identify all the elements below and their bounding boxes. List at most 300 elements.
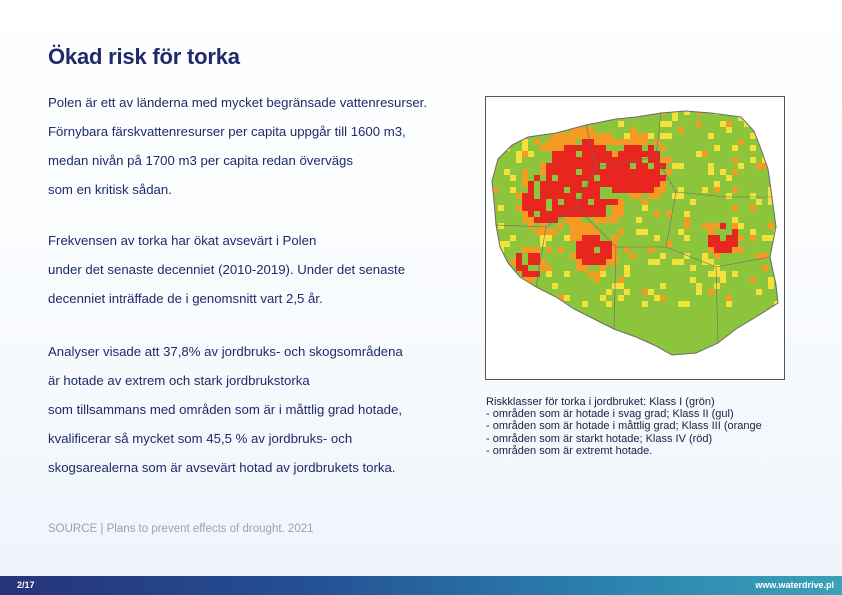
class-iv-cell bbox=[600, 199, 606, 205]
class-ii-cell bbox=[648, 289, 654, 295]
class-ii-cell bbox=[726, 193, 732, 199]
class-iv-cell bbox=[534, 175, 540, 181]
class-iv-cell bbox=[534, 253, 540, 259]
class-iv-cell bbox=[576, 187, 582, 193]
class-iv-cell bbox=[552, 199, 558, 205]
class-iv-cell bbox=[582, 163, 588, 169]
class-ii-cell bbox=[732, 271, 738, 277]
class-iii-cell bbox=[594, 277, 600, 283]
class-ii-cell bbox=[684, 301, 690, 307]
class-iv-cell bbox=[612, 199, 618, 205]
class-iii-cell bbox=[588, 271, 594, 277]
class-iv-cell bbox=[558, 205, 564, 211]
class-ii-cell bbox=[486, 163, 492, 169]
class-iii-cell bbox=[702, 151, 708, 157]
class-ii-cell bbox=[756, 289, 762, 295]
class-iii-cell bbox=[534, 139, 540, 145]
class-ii-cell bbox=[546, 301, 552, 307]
class-iv-cell bbox=[594, 169, 600, 175]
class-iv-cell bbox=[732, 235, 738, 241]
class-ii-cell bbox=[600, 271, 606, 277]
class-iii-cell bbox=[612, 103, 618, 109]
class-ii-cell bbox=[624, 265, 630, 271]
class-ii-cell bbox=[624, 271, 630, 277]
class-iii-cell bbox=[702, 223, 708, 229]
class-iii-cell bbox=[522, 211, 528, 217]
text-line: medan nivån på 1700 m3 per capita redan övervägs bbox=[48, 153, 353, 168]
class-iii-cell bbox=[732, 169, 738, 175]
class-iv-cell bbox=[516, 265, 522, 271]
class-ii-cell bbox=[720, 121, 726, 127]
class-iv-cell bbox=[564, 169, 570, 175]
class-iii-cell bbox=[630, 253, 636, 259]
class-iv-cell bbox=[576, 199, 582, 205]
class-ii-cell bbox=[678, 163, 684, 169]
class-iv-cell bbox=[552, 193, 558, 199]
class-iv-cell bbox=[582, 205, 588, 211]
class-iv-cell bbox=[522, 271, 528, 277]
class-iii-cell bbox=[522, 247, 528, 253]
class-ii-cell bbox=[606, 301, 612, 307]
class-iv-cell bbox=[588, 211, 594, 217]
class-iv-cell bbox=[564, 193, 570, 199]
class-iv-cell bbox=[606, 175, 612, 181]
class-iv-cell bbox=[582, 187, 588, 193]
class-iv-cell bbox=[546, 187, 552, 193]
class-ii-cell bbox=[708, 163, 714, 169]
class-iii-cell bbox=[570, 223, 576, 229]
class-iii-cell bbox=[486, 145, 492, 151]
class-iii-cell bbox=[540, 169, 546, 175]
class-iv-cell bbox=[588, 181, 594, 187]
text-line: kvalificerar så mycket som 45,5 % av jordbruks- och bbox=[48, 431, 353, 446]
class-ii-cell bbox=[732, 145, 738, 151]
class-iii-cell bbox=[708, 289, 714, 295]
class-iv-cell bbox=[618, 187, 624, 193]
website-link[interactable]: www.waterdrive.pl bbox=[755, 580, 834, 590]
class-iv-cell bbox=[636, 145, 642, 151]
text-line: Förnybara färskvattenresurser per capita uppgår till 1600 m3, bbox=[48, 124, 406, 139]
class-iii-cell bbox=[612, 205, 618, 211]
class-iv-cell bbox=[606, 253, 612, 259]
class-iv-cell bbox=[606, 247, 612, 253]
class-iii-cell bbox=[540, 259, 546, 265]
class-ii-cell bbox=[774, 109, 780, 115]
class-iv-cell bbox=[570, 199, 576, 205]
class-iv-cell bbox=[594, 181, 600, 187]
class-iv-cell bbox=[594, 199, 600, 205]
class-iv-cell bbox=[570, 169, 576, 175]
class-iii-cell bbox=[588, 229, 594, 235]
frequency-paragraph bbox=[48, 226, 468, 313]
class-iv-cell bbox=[546, 163, 552, 169]
class-ii-cell bbox=[648, 133, 654, 139]
class-iii-cell bbox=[714, 223, 720, 229]
class-iii-cell bbox=[576, 259, 582, 265]
class-ii-cell bbox=[576, 109, 582, 115]
class-iii-cell bbox=[648, 193, 654, 199]
class-iii-cell bbox=[492, 235, 498, 241]
class-iv-cell bbox=[618, 151, 624, 157]
class-ii-cell bbox=[618, 121, 624, 127]
class-iii-cell bbox=[642, 289, 648, 295]
class-ii-cell bbox=[750, 157, 756, 163]
class-ii-cell bbox=[696, 283, 702, 289]
class-ii-cell bbox=[768, 277, 774, 283]
class-ii-cell bbox=[672, 163, 678, 169]
class-iii-cell bbox=[600, 133, 606, 139]
class-iv-cell bbox=[558, 157, 564, 163]
class-iv-cell bbox=[522, 265, 528, 271]
class-iii-cell bbox=[756, 253, 762, 259]
class-iv-cell bbox=[576, 157, 582, 163]
class-iv-cell bbox=[570, 157, 576, 163]
class-ii-cell bbox=[492, 115, 498, 121]
class-iv-cell bbox=[582, 193, 588, 199]
class-ii-cell bbox=[714, 283, 720, 289]
class-iii-cell bbox=[624, 247, 630, 253]
class-iii-cell bbox=[618, 139, 624, 145]
class-iii-cell bbox=[732, 247, 738, 253]
class-iv-cell bbox=[606, 157, 612, 163]
class-iii-cell bbox=[630, 193, 636, 199]
class-iv-cell bbox=[600, 211, 606, 217]
class-iii-cell bbox=[636, 133, 642, 139]
class-iii-cell bbox=[630, 139, 636, 145]
class-iii-cell bbox=[612, 211, 618, 217]
class-iii-cell bbox=[714, 187, 720, 193]
class-iv-cell bbox=[528, 211, 534, 217]
class-iii-cell bbox=[486, 109, 492, 115]
class-iii-cell bbox=[570, 217, 576, 223]
class-iii-cell bbox=[540, 145, 546, 151]
class-iii-cell bbox=[570, 133, 576, 139]
class-iii-cell bbox=[612, 235, 618, 241]
class-iv-cell bbox=[594, 259, 600, 265]
class-iv-cell bbox=[636, 181, 642, 187]
caption-line: - områden som är hotade i svag grad; Klass II (gul) bbox=[486, 408, 734, 421]
class-ii-cell bbox=[612, 109, 618, 115]
class-iii-cell bbox=[642, 139, 648, 145]
class-iv-cell bbox=[552, 205, 558, 211]
class-ii-cell bbox=[510, 175, 516, 181]
class-iii-cell bbox=[546, 229, 552, 235]
class-iv-cell bbox=[714, 247, 720, 253]
class-iii-cell bbox=[558, 139, 564, 145]
class-ii-cell bbox=[696, 151, 702, 157]
class-iv-cell bbox=[642, 181, 648, 187]
class-ii-cell bbox=[660, 121, 666, 127]
class-ii-cell bbox=[720, 271, 726, 277]
class-iv-cell bbox=[654, 163, 660, 169]
class-ii-cell bbox=[750, 145, 756, 151]
class-iii-cell bbox=[540, 223, 546, 229]
class-iii-cell bbox=[534, 247, 540, 253]
class-iv-cell bbox=[594, 205, 600, 211]
text-line: som tillsammans med områden som är i måttlig grad hotade, bbox=[48, 402, 403, 417]
class-ii-cell bbox=[738, 97, 744, 103]
class-iv-cell bbox=[588, 175, 594, 181]
class-ii-cell bbox=[726, 103, 732, 109]
class-iii-cell bbox=[552, 145, 558, 151]
class-iv-cell bbox=[540, 199, 546, 205]
class-iv-cell bbox=[594, 241, 600, 247]
class-ii-cell bbox=[660, 283, 666, 289]
class-iv-cell bbox=[660, 175, 666, 181]
class-ii-cell bbox=[540, 235, 546, 241]
intro-paragraph bbox=[48, 88, 468, 204]
class-iv-cell bbox=[642, 169, 648, 175]
class-ii-cell bbox=[564, 295, 570, 301]
class-iii-cell bbox=[666, 211, 672, 217]
class-iv-cell bbox=[612, 157, 618, 163]
class-iii-cell bbox=[612, 217, 618, 223]
class-ii-cell bbox=[756, 199, 762, 205]
class-iv-cell bbox=[546, 211, 552, 217]
class-iii-cell bbox=[558, 223, 564, 229]
class-iii-cell bbox=[750, 205, 756, 211]
class-ii-cell bbox=[714, 145, 720, 151]
class-iv-cell bbox=[720, 223, 726, 229]
class-ii-cell bbox=[510, 109, 516, 115]
class-iii-cell bbox=[612, 259, 618, 265]
class-iv-cell bbox=[612, 175, 618, 181]
class-ii-cell bbox=[738, 115, 744, 121]
class-ii-cell bbox=[606, 289, 612, 295]
class-ii-cell bbox=[660, 133, 666, 139]
class-ii-cell bbox=[498, 205, 504, 211]
class-iii-cell bbox=[564, 133, 570, 139]
class-iv-cell bbox=[624, 151, 630, 157]
class-iv-cell bbox=[528, 205, 534, 211]
class-ii-cell bbox=[522, 295, 528, 301]
class-iii-cell bbox=[600, 139, 606, 145]
class-iv-cell bbox=[582, 145, 588, 151]
class-iii-cell bbox=[510, 283, 516, 289]
class-iii-cell bbox=[732, 187, 738, 193]
class-iii-cell bbox=[600, 217, 606, 223]
class-iii-cell bbox=[714, 253, 720, 259]
class-iv-cell bbox=[636, 169, 642, 175]
class-iv-cell bbox=[564, 145, 570, 151]
class-iv-cell bbox=[528, 253, 534, 259]
class-iii-cell bbox=[726, 295, 732, 301]
class-iv-cell bbox=[540, 181, 546, 187]
class-ii-cell bbox=[714, 271, 720, 277]
class-ii-cell bbox=[714, 265, 720, 271]
class-iv-cell bbox=[600, 157, 606, 163]
class-iii-cell bbox=[582, 229, 588, 235]
class-iii-cell bbox=[612, 247, 618, 253]
class-iv-cell bbox=[552, 169, 558, 175]
class-iv-cell bbox=[582, 235, 588, 241]
class-iv-cell bbox=[588, 241, 594, 247]
class-iv-cell bbox=[726, 241, 732, 247]
class-iv-cell bbox=[564, 205, 570, 211]
class-iv-cell bbox=[528, 187, 534, 193]
class-iii-cell bbox=[612, 151, 618, 157]
class-ii-cell bbox=[564, 97, 570, 103]
class-iii-cell bbox=[732, 205, 738, 211]
class-ii-cell bbox=[672, 103, 678, 109]
class-ii-cell bbox=[624, 289, 630, 295]
class-iii-cell bbox=[558, 145, 564, 151]
class-ii-cell bbox=[654, 235, 660, 241]
class-iii-cell bbox=[576, 229, 582, 235]
class-iii-cell bbox=[726, 121, 732, 127]
class-iii-cell bbox=[594, 271, 600, 277]
class-iii-cell bbox=[642, 199, 648, 205]
class-ii-cell bbox=[510, 133, 516, 139]
class-iii-cell bbox=[546, 127, 552, 133]
class-iv-cell bbox=[534, 259, 540, 265]
class-iii-cell bbox=[660, 181, 666, 187]
class-iv-cell bbox=[594, 151, 600, 157]
class-ii-cell bbox=[768, 283, 774, 289]
class-iii-cell bbox=[774, 187, 780, 193]
class-ii-cell bbox=[522, 121, 528, 127]
class-iv-cell bbox=[624, 181, 630, 187]
class-iv-cell bbox=[534, 205, 540, 211]
text-line: är hotade av extrem och stark jordbrukstorka bbox=[48, 373, 310, 388]
class-iii-cell bbox=[588, 127, 594, 133]
class-iii-cell bbox=[684, 217, 690, 223]
class-ii-cell bbox=[726, 127, 732, 133]
class-iii-cell bbox=[618, 277, 624, 283]
caption-line: Riskklasser för torka i jordbruket: Klass I (grön) bbox=[486, 396, 715, 408]
class-iv-cell bbox=[552, 181, 558, 187]
class-iv-cell bbox=[726, 235, 732, 241]
caption-line: - områden som är starkt hotade; Klass IV (röd) bbox=[486, 432, 713, 445]
class-iv-cell bbox=[732, 241, 738, 247]
class-iii-cell bbox=[696, 121, 702, 127]
class-iv-cell bbox=[654, 181, 660, 187]
class-iii-cell bbox=[624, 139, 630, 145]
class-iii-cell bbox=[558, 133, 564, 139]
class-iv-cell bbox=[588, 259, 594, 265]
text-line: under det senaste decenniet (2010-2019). Under det senaste bbox=[48, 262, 406, 277]
class-iii-cell bbox=[660, 187, 666, 193]
class-iii-cell bbox=[750, 235, 756, 241]
class-iii-cell bbox=[618, 199, 624, 205]
class-iii-cell bbox=[756, 163, 762, 169]
class-iii-cell bbox=[708, 223, 714, 229]
class-iv-cell bbox=[570, 211, 576, 217]
class-iv-cell bbox=[636, 175, 642, 181]
class-iii-cell bbox=[654, 211, 660, 217]
class-iii-cell bbox=[558, 115, 564, 121]
class-ii-cell bbox=[714, 181, 720, 187]
class-iv-cell bbox=[522, 193, 528, 199]
text-line: Frekvensen av torka har ökat avsevärt i Polen bbox=[48, 233, 317, 248]
class-ii-cell bbox=[738, 163, 744, 169]
class-ii-cell bbox=[534, 127, 540, 133]
class-ii-cell bbox=[660, 253, 666, 259]
class-ii-cell bbox=[648, 259, 654, 265]
class-ii-cell bbox=[504, 271, 510, 277]
class-ii-cell bbox=[504, 169, 510, 175]
class-ii-cell bbox=[678, 301, 684, 307]
class-iv-cell bbox=[708, 241, 714, 247]
class-iv-cell bbox=[534, 199, 540, 205]
class-ii-cell bbox=[690, 265, 696, 271]
class-iv-cell bbox=[624, 175, 630, 181]
class-ii-cell bbox=[720, 169, 726, 175]
class-iii-cell bbox=[564, 217, 570, 223]
class-iv-cell bbox=[564, 175, 570, 181]
class-ii-cell bbox=[510, 115, 516, 121]
class-ii-cell bbox=[618, 283, 624, 289]
class-ii-cell bbox=[522, 145, 528, 151]
class-iii-cell bbox=[618, 211, 624, 217]
class-ii-cell bbox=[636, 229, 642, 235]
class-iii-cell bbox=[666, 169, 672, 175]
poland-map-image bbox=[486, 97, 784, 379]
text-line: Analyser visade att 37,8% av jordbruks- och skogsområdena bbox=[48, 344, 403, 359]
class-iv-cell bbox=[600, 205, 606, 211]
class-iii-cell bbox=[660, 157, 666, 163]
class-iii-cell bbox=[540, 265, 546, 271]
class-ii-cell bbox=[552, 283, 558, 289]
class-iv-cell bbox=[594, 193, 600, 199]
class-iv-cell bbox=[648, 175, 654, 181]
class-ii-cell bbox=[528, 151, 534, 157]
class-iv-cell bbox=[570, 187, 576, 193]
class-iv-cell bbox=[606, 151, 612, 157]
class-iii-cell bbox=[618, 229, 624, 235]
class-iv-cell bbox=[594, 145, 600, 151]
class-iii-cell bbox=[582, 265, 588, 271]
class-iii-cell bbox=[594, 139, 600, 145]
class-iv-cell bbox=[540, 187, 546, 193]
class-ii-cell bbox=[522, 97, 528, 103]
class-ii-cell bbox=[696, 289, 702, 295]
class-iv-cell bbox=[612, 187, 618, 193]
class-iv-cell bbox=[600, 151, 606, 157]
class-iii-cell bbox=[648, 247, 654, 253]
class-iv-cell bbox=[588, 235, 594, 241]
class-iii-cell bbox=[762, 265, 768, 271]
class-iii-cell bbox=[654, 139, 660, 145]
class-iv-cell bbox=[618, 157, 624, 163]
class-iv-cell bbox=[570, 145, 576, 151]
class-iv-cell bbox=[570, 193, 576, 199]
class-ii-cell bbox=[726, 301, 732, 307]
text-line: decenniet inträffade de i genomsnitt vart 2,5 år. bbox=[48, 291, 323, 306]
class-iii-cell bbox=[576, 217, 582, 223]
class-ii-cell bbox=[684, 211, 690, 217]
class-iv-cell bbox=[648, 145, 654, 151]
class-iv-cell bbox=[606, 181, 612, 187]
class-iii-cell bbox=[606, 217, 612, 223]
class-ii-cell bbox=[708, 271, 714, 277]
class-iii-cell bbox=[582, 133, 588, 139]
class-iv-cell bbox=[552, 163, 558, 169]
class-ii-cell bbox=[732, 217, 738, 223]
class-iv-cell bbox=[540, 211, 546, 217]
class-ii-cell bbox=[510, 235, 516, 241]
class-ii-cell bbox=[768, 133, 774, 139]
class-iii-cell bbox=[606, 259, 612, 265]
class-iii-cell bbox=[570, 235, 576, 241]
class-iii-cell bbox=[630, 97, 636, 103]
source-note: SOURCE | Plans to prevent effects of drought. 2021 bbox=[48, 523, 314, 535]
class-iv-cell bbox=[642, 151, 648, 157]
class-ii-cell bbox=[498, 223, 504, 229]
class-iv-cell bbox=[654, 169, 660, 175]
class-ii-cell bbox=[636, 217, 642, 223]
class-iv-cell bbox=[594, 235, 600, 241]
